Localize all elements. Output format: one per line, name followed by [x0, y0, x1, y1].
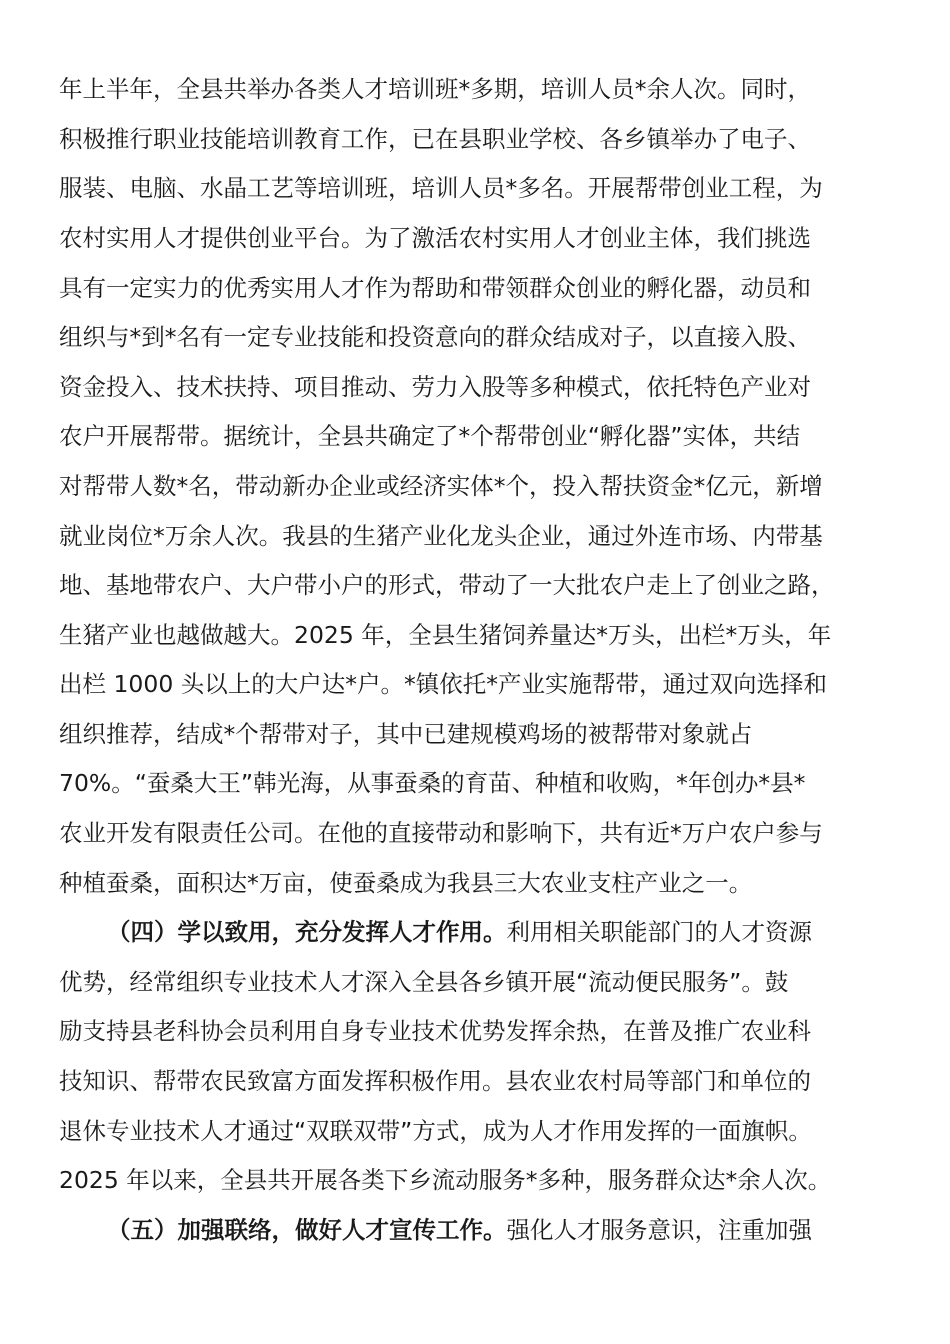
section-4-text: 利用相关职能部门的人才资源	[506, 918, 812, 946]
section-5-heading: （五）加强联络，做好人才宣传工作。	[107, 1216, 507, 1244]
paragraph-line: 组织与*到*名有一定专业技能和投资意向的群众结成对子，以直接入股、	[59, 323, 811, 351]
paragraph-line: 地、基地带农户、大户带小户的形式，带动了一大批农户走上了创业之路，	[59, 571, 835, 599]
paragraph-line: 对帮带人数*名，带动新办企业或经济实体*个，投入帮扶资金*亿元，新增	[59, 472, 823, 500]
section-5-first-line	[107, 1205, 812, 1255]
paragraph-line: 具有一定实力的优秀实用人才作为帮助和带领群众创业的孵化器，动员和	[59, 274, 811, 302]
paragraph-line: 组织推荐，结成*个帮带对子，其中已建规模鸡场的被帮带对象就占	[59, 720, 753, 748]
paragraph-line: 优势，经常组织专业技术人才深入全县各乡镇开展“流动便民服务”。鼓	[59, 968, 789, 996]
paragraph-line: 技知识、帮带农民致富方面发挥积极作用。县农业农村局等部门和单位的	[59, 1067, 811, 1095]
paragraph-line: 积极推行职业技能培训教育工作，已在县职业学校、各乡镇举办了电子、	[59, 125, 811, 153]
paragraph-line: 2025 年以来，全县共开展各类下乡流动服务*多种，服务群众达*余人次。	[59, 1166, 832, 1194]
paragraph-line: 农村实用人才提供创业平台。为了激活农村实用人才创业主体，我们挑选	[59, 224, 811, 252]
paragraph-line: 资金投入、技术扶持、项目推动、劳力入股等多种模式，依托特色产业对	[59, 373, 811, 401]
paragraph-line: 励支持县老科协会员利用自身专业技术优势发挥余热，在普及推广农业科	[59, 1017, 811, 1045]
paragraph-line: 农户开展帮带。据统计，全县共确定了*个帮带创业“孵化器”实体，共结	[59, 422, 801, 450]
paragraph-line: 出栏 1000 头以上的大户达*户。*镇依托*产业实施帮带，通过双向选择和	[59, 670, 827, 698]
section-4-first-line	[107, 907, 812, 957]
paragraph-line: 就业岗位*万余人次。我县的生猪产业化龙头企业，通过外连市场、内带基	[59, 522, 823, 550]
section-5-text: 强化人才服务意识，注重加强	[506, 1216, 812, 1244]
paragraph-line: 70%。“蚕桑大王”韩光海，从事蚕桑的育苗、种植和收购，*年创办*县*	[59, 769, 806, 797]
paragraph-line: 生猪产业也越做越大。2025 年，全县生猪饲养量达*万头，出栏*万头，年	[59, 621, 832, 649]
paragraph-line: 服装、电脑、水晶工艺等培训班，培训人员*多名。开展帮带创业工程，为	[59, 174, 823, 202]
paragraph-line: 退休专业技术人才通过“双联双带”方式，成为人才作用发挥的一面旗帜。	[59, 1117, 812, 1145]
paragraph-line: 年上半年，全县共举办各类人才培训班*多期，培训人员*余人次。同时，	[59, 75, 811, 103]
paragraph-line: 农业开发有限责任公司。在他的直接带动和影响下，共有近*万户农户参与	[59, 819, 823, 847]
paragraph-line: 种植蚕桑，面积达*万亩，使蚕桑成为我县三大农业支柱产业之一。	[59, 869, 753, 897]
section-4-heading: （四）学以致用，充分发挥人才作用。	[107, 918, 507, 946]
